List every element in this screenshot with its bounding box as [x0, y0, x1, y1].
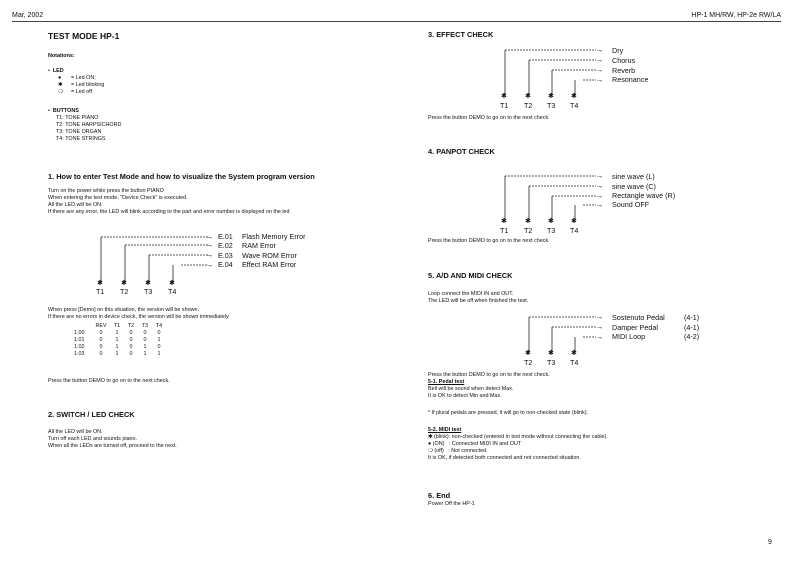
terminal-label: T2	[524, 358, 533, 367]
table-cell: 1	[115, 329, 119, 336]
led-heading: LED	[52, 68, 64, 74]
ad-ref: (4-2)	[684, 332, 700, 341]
header-date: Mar, 2002	[12, 12, 44, 19]
led-blink-icon: ✱	[97, 278, 104, 287]
led-blink-icon: ✱	[145, 278, 152, 287]
section1-line: If there are any error, the LED will blink according to the part and error number is displayed on the led	[48, 209, 290, 215]
led-blink-icon: ✱	[58, 82, 63, 88]
table-cell: 0	[99, 329, 103, 336]
table-cell: 0	[157, 343, 161, 350]
led-blink-icon: ✱	[501, 216, 508, 225]
table-header: T1	[113, 322, 121, 329]
terminal-label: T4	[570, 358, 579, 367]
arrow-icon: →	[206, 260, 214, 269]
ad-label: Sostenuto Pedal	[612, 313, 665, 322]
section1-line: All the LED will be ON.	[48, 202, 103, 208]
terminal-label: T4	[168, 287, 177, 296]
section1-after-line: If there are no errors in device check, the version will be shown immediately.	[48, 314, 230, 320]
table-cell: 0	[99, 350, 103, 357]
arrow-icon: →	[596, 55, 604, 64]
table-cell: 1.00	[74, 329, 85, 336]
table-cell: 1.03	[74, 350, 85, 357]
effect-label: Reverb	[612, 66, 636, 75]
pedal-line: Bell will be sound when detect Max.	[428, 386, 514, 392]
midi-test-text	[428, 434, 608, 462]
midi-line: ● (ON) : Connected MIDI IN and OUT	[428, 441, 522, 447]
ad-label: Damper Pedal	[612, 323, 658, 332]
midi-test-heading: 5-2. MIDI test	[428, 427, 462, 433]
section5-intro-line: The LED will be off when finished the test.	[428, 298, 529, 304]
arrow-icon: →	[596, 322, 604, 331]
section4-title: 4. PANPOT CHECK	[428, 147, 495, 156]
led-blink-icon: ✱	[525, 348, 532, 357]
ad-ref: (4-1)	[684, 313, 700, 322]
bullet-icon: •	[48, 68, 50, 74]
terminal-label: T2	[524, 101, 533, 110]
table-cell: 0	[99, 343, 103, 350]
terminal-label: T1	[500, 226, 509, 235]
table-cell: 0	[129, 343, 133, 350]
ad-ref: (4-1)	[684, 323, 700, 332]
section4-demo-note: Press the button DEMO to go on to the next check.	[428, 238, 550, 244]
header-model: HP-1 MH/RW, HP-2e RW/LA	[691, 12, 781, 19]
arrow-icon: →	[596, 312, 604, 321]
section6-title: 6. End	[428, 491, 451, 500]
led-blink-icon: ✱	[121, 278, 128, 287]
table-cell: 1	[115, 343, 119, 350]
table-cell: 0	[143, 336, 147, 343]
error-text: Flash Memory Error	[242, 232, 306, 241]
section2-title: 2. SWITCH / LED CHECK	[48, 410, 135, 419]
terminal-label: T2	[524, 226, 533, 235]
table-cell: 1	[115, 336, 119, 343]
arrow-icon: →	[206, 240, 214, 249]
terminal-label: T1	[96, 287, 105, 296]
section3-demo-note: Press the button DEMO to go on to the next check.	[428, 115, 550, 121]
pedal-test-text	[428, 386, 513, 400]
table-cell: 0	[129, 329, 133, 336]
effect-label: Resonance	[612, 75, 649, 84]
panpot-label: Sound OFF	[612, 200, 650, 209]
led-blink-icon: ✱	[571, 91, 578, 100]
terminal-label: T3	[547, 101, 556, 110]
table-cell: 1	[157, 336, 161, 343]
button-t4-desc: T4: TONE STRINGS	[56, 136, 106, 142]
terminal-label: T3	[547, 358, 556, 367]
section5-demo-note: Press the button DEMO to go on to the next check.	[428, 372, 550, 378]
panpot-label: sine wave (C)	[612, 182, 656, 191]
led-on-icon: ●	[58, 75, 62, 81]
page-number: 9	[768, 539, 772, 546]
midi-line: It is OK, if detected both connected and not connected situation.	[428, 455, 581, 461]
section1-line: Turn on the power while press the button PIANO	[48, 188, 164, 194]
led-blink-icon: ✱	[548, 216, 555, 225]
arrow-icon: →	[596, 200, 604, 209]
section2-line: All the LED will be ON.	[48, 429, 103, 435]
effect-label: Dry	[612, 46, 624, 55]
buttons-heading: BUTTONS	[52, 108, 79, 114]
led-blink-text: = Led blinking	[71, 82, 105, 88]
error-text: Effect RAM Error	[242, 260, 297, 269]
arrow-icon: →	[206, 250, 214, 259]
led-on-text: = Led ON;	[71, 75, 96, 81]
terminal-label: T4	[570, 101, 579, 110]
led-blink-icon: ✱	[548, 348, 555, 357]
table-header: T4	[155, 322, 163, 329]
led-blink-icon: ✱	[525, 216, 532, 225]
table-cell: 1	[143, 350, 147, 357]
midi-line: ❍ (off) : Not connected.	[428, 448, 488, 454]
section1-line: When entering the test mode, "Device Check" is executed.	[48, 195, 188, 201]
table-cell: 0	[129, 336, 133, 343]
terminal-label: T2	[120, 287, 129, 296]
bullet-icon: •	[48, 108, 50, 114]
midi-line: ✱ (blink): non-checked (entered in test mode without connecting the cable).	[428, 434, 608, 440]
led-blink-icon: ✱	[501, 91, 508, 100]
arrow-icon: →	[596, 45, 604, 54]
terminal-label: T1	[500, 101, 509, 110]
table-cell: 0	[129, 350, 133, 357]
panpot-label: sine wave (L)	[612, 172, 655, 181]
section2-line: Turn off each LED and sounds piano.	[48, 436, 138, 442]
section1-after-line: When press [Demo] on this situation, the version will be shown.	[48, 307, 200, 313]
table-cell: 1.02	[74, 343, 85, 350]
error-code: E.04	[218, 260, 233, 269]
table-cell: 1.01	[74, 336, 85, 343]
pedal-test-heading: 5-1. Pedal test	[428, 379, 465, 385]
arrow-icon: →	[596, 191, 604, 200]
button-t1-desc: T1: TONE PIANO	[56, 115, 99, 121]
led-blink-icon: ✱	[571, 348, 578, 357]
error-code: E.01	[218, 232, 233, 241]
led-blink-icon: ✱	[571, 216, 578, 225]
led-off-text: = Led off	[71, 89, 93, 95]
error-text: Wave ROM Error	[242, 251, 297, 260]
pedal-line: It is OK to detect Min and Max.	[428, 393, 502, 399]
terminal-label: T3	[144, 287, 153, 296]
table-cell: 0	[157, 329, 161, 336]
error-code: E.03	[218, 251, 233, 260]
table-cell: 0	[99, 336, 103, 343]
button-t2-desc: T2: TONE HARPSICHORD	[56, 122, 122, 128]
led-blink-icon: ✱	[169, 278, 176, 287]
arrow-icon: →	[596, 65, 604, 74]
arrow-icon: →	[596, 332, 604, 341]
table-cell: 1	[157, 350, 161, 357]
table-cell: 1	[115, 350, 119, 357]
table-cell: 0	[143, 329, 147, 336]
ad-label: MIDI Loop	[612, 332, 646, 341]
section3-title: 3. EFFECT CHECK	[428, 30, 494, 39]
section2-line: When all the LEDs are turned off, proceed to the next.	[48, 443, 177, 449]
led-off-icon: ❍	[58, 89, 63, 95]
led-blink-icon: ✱	[548, 91, 555, 100]
effect-label: Chorus	[612, 56, 636, 65]
terminal-label: T3	[547, 226, 556, 235]
table-cell: 1	[143, 343, 147, 350]
section5-intro-line: Loop connect the MIDI IN and OUT.	[428, 291, 514, 297]
section6-text: Power Off the HP-1	[428, 501, 475, 507]
table-header: REV	[95, 322, 107, 329]
section1-title: 1. How to enter Test Mode and how to visualize the System program version	[48, 172, 315, 181]
arrow-icon: →	[596, 75, 604, 84]
notations-heading: Notations:	[48, 53, 75, 59]
panpot-label: Rectangle wave (R)	[612, 191, 676, 200]
error-code: E.02	[218, 241, 233, 250]
section5-title: 5. A/D AND MIDI CHECK	[428, 271, 513, 280]
table-header: T2	[127, 322, 135, 329]
arrow-icon: →	[206, 232, 214, 241]
terminal-label: T4	[570, 226, 579, 235]
page-title: TEST MODE HP-1	[48, 31, 120, 41]
button-t3-desc: T3: TONE ORGAN	[56, 129, 102, 135]
table-header: T3	[141, 322, 149, 329]
plural-note: * If plural pedals are pressed, it will go to non-checked state (blink).	[428, 410, 589, 416]
section1-demo-note: Press the button DEMO to go on to the next check.	[48, 378, 170, 384]
led-blink-icon: ✱	[525, 91, 532, 100]
arrow-icon: →	[596, 171, 604, 180]
error-text: RAM Error	[242, 241, 276, 250]
arrow-icon: →	[596, 181, 604, 190]
